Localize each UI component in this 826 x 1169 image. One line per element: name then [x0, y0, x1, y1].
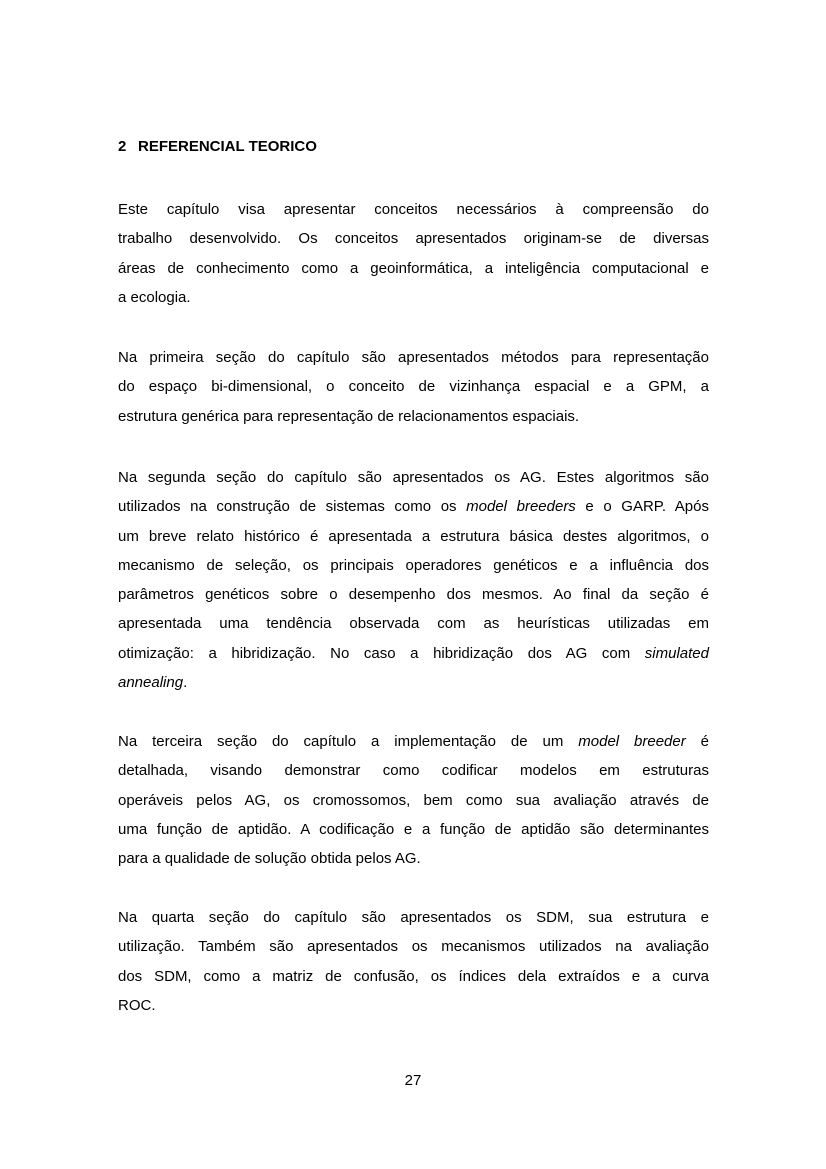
paragraph-line: para a qualidade de solução obtida pelos AG. [118, 850, 421, 868]
paragraph-first-section [118, 343, 709, 431]
paragraph-line: uma função de aptidão. A codificação e a função de aptidão são determinantes [118, 820, 709, 838]
italic-term: model breeder [578, 733, 686, 750]
paragraph-line: utilização. Também são apresentados os mecanismos utilizados na avaliação [118, 938, 709, 956]
paragraph-line: trabalho desenvolvido. Os conceitos apresentados originam-se de diversas [118, 230, 709, 248]
italic-term: simulated [644, 644, 709, 662]
paragraph-line: Na segunda seção do capítulo são apresentados os AG. Estes algoritmos são [118, 469, 709, 486]
italic-term: model breeders [466, 498, 576, 516]
paragraph-line: apresentada uma tendência observada com as heurísticas utilizadas em [118, 615, 709, 633]
paragraph-line: estrutura genérica para representação de relacionamentos espaciais. [118, 407, 580, 425]
italic-term: annealing [118, 674, 184, 692]
paragraph-line: um breve relato histórico é apresentada a estrutura básica destes algoritmos, o [118, 527, 709, 545]
paragraph-line: otimização: a hibridização. No caso a hibridização dos AG com simulated [118, 644, 709, 662]
paragraph-line: a ecologia. [118, 288, 191, 306]
paragraph-line: detalhada, visando demonstrar como codificar modelos em estruturas [118, 762, 709, 780]
section-heading [118, 137, 317, 157]
paragraph-line: mecanismo de seleção, os principais operadores genéticos e a influência dos [118, 556, 709, 574]
paragraph-line: Este capítulo visa apresentar conceitos necessários à compreensão do [118, 201, 709, 218]
paragraph-fourth-section [118, 903, 709, 1020]
paragraph-line: do espaço bi-dimensional, o conceito de vizinhança espacial e a GPM, a [118, 378, 709, 396]
page-number: 27 [404, 1072, 422, 1089]
paragraph-line: dos SDM, como a matriz de confusão, os índices dela extraídos e a curva [118, 967, 709, 985]
paragraph-line: utilizados na construção de sistemas como os model breeders e o GARP. Após [118, 498, 709, 516]
paragraph-third-section [118, 727, 709, 873]
paragraph-line: annealing. [118, 674, 188, 692]
section-number: 2 [118, 138, 127, 155]
paragraph-second-section [118, 463, 709, 697]
paragraph-line: Na quarta seção do capítulo são apresentados os SDM, sua estrutura e [118, 909, 709, 926]
paragraph-line: áreas de conhecimento como a geoinformática, a inteligência computacional e [118, 259, 709, 277]
paragraph-intro [118, 195, 709, 312]
paragraph-line: Na primeira seção do capítulo são apresentados métodos para representação [118, 349, 709, 366]
paragraph-line: parâmetros genéticos sobre o desempenho dos mesmos. Ao final da seção é [118, 586, 709, 604]
paragraph-line: operáveis pelos AG, os cromossomos, bem como sua avaliação através de [118, 791, 709, 809]
paragraph-line: ROC. [118, 996, 156, 1014]
section-title: REFERENCIAL TEORICO [138, 138, 317, 155]
paragraph-line: Na terceira seção do capítulo a implementação de um model breeder é [118, 733, 710, 750]
